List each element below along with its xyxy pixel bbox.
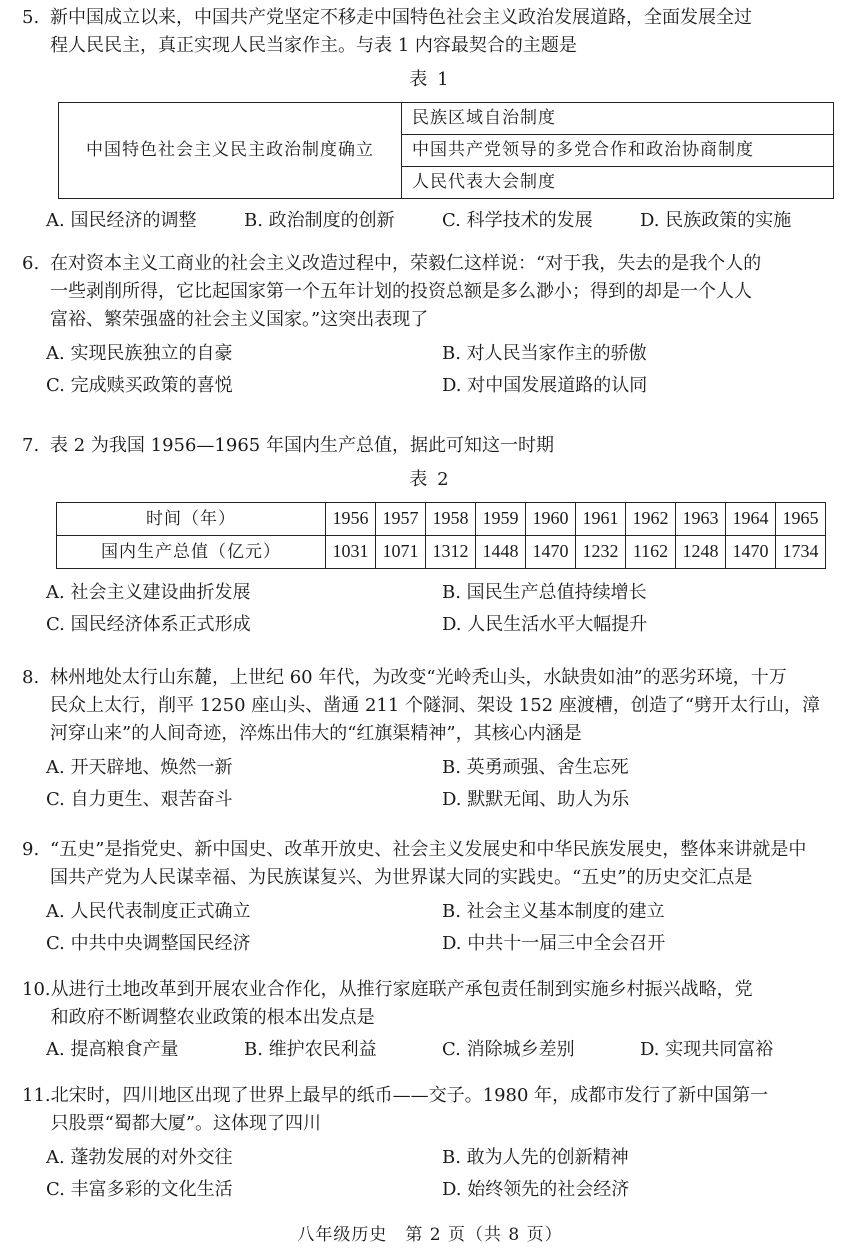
stem-line: 一些剥削所得，它比起国家第一个五年计划的投资总额是多么渺小；得到的却是一个人人 (50, 280, 752, 302)
question-7-stem (22, 432, 838, 460)
stem-line: 程人民民主，真正实现人民当家作主。与表 1 内容最契合的主题是 (50, 34, 577, 56)
question-11-stem (22, 1082, 838, 1138)
stem-line: 河穿山来”的人间奇迹，淬炼出伟大的“红旗渠精神”，其核心内涵是 (50, 722, 582, 744)
value-cell: 1312 (426, 535, 476, 568)
question-8-stem (22, 664, 838, 748)
table-2-row-label: 时间（年） (57, 502, 326, 535)
value-cell: 1162 (626, 535, 676, 568)
question-number: 11. (22, 1085, 51, 1106)
stem-line: 民众上太行，削平 1250 座山头、凿通 211 个隧洞、架设 152 座渡槽，创造了“劈开太行山，漳 (50, 694, 821, 716)
option-c: C. 中共中央调整国民经济 (46, 932, 251, 954)
option-b: B. 英勇顽强、舍生忘死 (442, 756, 629, 778)
option-c: C. 自力更生、艰苦奋斗 (46, 788, 233, 810)
option-b: B. 对人民当家作主的骄傲 (442, 342, 647, 364)
option-a: A. 人民代表制度正式确立 (46, 900, 251, 922)
stem-line: “五史”是指党史、新中国史、改革开放史、社会主义发展史和中华民族发展史，整体来讲就是中 (50, 839, 807, 860)
stem-line: 国共产党为人民谋幸福、为民族谋复兴、为世界谋大同的实践史。“五史”的历史交汇点是 (50, 866, 753, 888)
value-cell: 1470 (526, 535, 576, 568)
table-1-row: 中国共产党领导的多党合作和政治协商制度 (402, 134, 834, 166)
question-9-stem (22, 836, 838, 892)
option-c: C. 科学技术的发展 (442, 209, 593, 231)
option-b: B. 政治制度的创新 (244, 209, 395, 231)
option-c: C. 消除城乡差别 (442, 1038, 575, 1060)
option-b: B. 国民生产总值持续增长 (442, 581, 647, 603)
question-5-stem (22, 4, 838, 60)
question-number: 6. (22, 253, 40, 274)
option-a: A. 社会主义建设曲折发展 (46, 581, 251, 603)
question-11-options (22, 1142, 838, 1206)
option-a: A. 国民经济的调整 (46, 209, 197, 231)
question-number: 8. (22, 667, 40, 688)
question-8-options (22, 752, 838, 816)
stem-line: 富裕、繁荣强盛的社会主义国家。”这突出表现了 (50, 308, 429, 330)
stem-line: 在对资本主义工商业的社会主义改造过程中，荣毅仁这样说：“对于我，失去的是我个人的 (50, 253, 762, 274)
table-2-year-row (57, 502, 826, 535)
value-cell: 1470 (726, 535, 776, 568)
year-cell: 1957 (376, 502, 426, 535)
question-5-options (22, 207, 838, 235)
option-b: B. 社会主义基本制度的建立 (442, 900, 665, 922)
year-cell: 1958 (426, 502, 476, 535)
question-10-options (22, 1036, 838, 1064)
option-a: A. 实现民族独立的自豪 (46, 342, 233, 364)
question-10-stem (22, 976, 838, 1032)
option-b: B. 敢为人先的创新精神 (442, 1146, 629, 1168)
question-7-options (22, 577, 838, 641)
option-d: D. 默默无闻、助人为乐 (442, 788, 630, 810)
question-number: 10. (22, 979, 51, 1000)
question-6 (22, 250, 838, 401)
question-6-stem (22, 250, 838, 334)
question-7 (22, 432, 838, 641)
year-cell: 1959 (476, 502, 526, 535)
value-cell: 1248 (676, 535, 726, 568)
year-cell: 1961 (576, 502, 626, 535)
option-c: C. 国民经济体系正式形成 (46, 613, 251, 635)
year-cell: 1962 (626, 502, 676, 535)
option-c: C. 完成赎买政策的喜悦 (46, 374, 233, 396)
question-9-options (22, 896, 838, 960)
stem-line: 只股票“蜀都大厦”。这体现了四川 (50, 1112, 322, 1134)
question-5 (22, 4, 838, 235)
option-b: B. 维护农民利益 (244, 1038, 377, 1060)
option-d: D. 中共十一届三中全会召开 (442, 932, 666, 954)
stem-line: 林州地处太行山东麓，上世纪 60 年代，为改变“光岭秃山头，水缺贵如油”的恶劣环境，十万 (50, 667, 787, 688)
value-cell: 1031 (326, 535, 376, 568)
question-number: 7. (22, 435, 40, 456)
option-a: A. 蓬勃发展的对外交往 (46, 1146, 233, 1168)
table-2-row-label: 国内生产总值（亿元） (57, 535, 326, 568)
table-2-value-row (57, 535, 826, 568)
page-footer: 八年级历史 第 2 页（共 8 页） (297, 1225, 563, 1245)
question-10 (22, 976, 838, 1064)
question-11 (22, 1082, 838, 1206)
question-6-options (22, 338, 838, 402)
option-d: D. 实现共同富裕 (640, 1038, 774, 1060)
option-c: C. 丰富多彩的文化生活 (46, 1178, 233, 1200)
question-number: 9. (22, 839, 40, 860)
option-d: D. 始终领先的社会经济 (442, 1178, 630, 1200)
stem-line: 新中国成立以来，中国共产党坚定不移走中国特色社会主义政治发展道路，全面发展全过 (50, 7, 752, 28)
table-1 (58, 102, 834, 199)
table-1-caption: 表 1 (409, 68, 451, 90)
year-cell: 1963 (676, 502, 726, 535)
value-cell: 1734 (776, 535, 826, 568)
year-cell: 1964 (726, 502, 776, 535)
table-2-caption: 表 2 (409, 468, 451, 490)
option-d: D. 对中国发展道路的认同 (442, 374, 648, 396)
question-8 (22, 664, 838, 815)
stem-line: 从进行土地改革到开展农业合作化，从推行家庭联产承包责任制到实施乡村振兴战略，党 (50, 979, 753, 1000)
stem-line: 表 2 为我国 1956—1965 年国内生产总值，据此可知这一时期 (50, 435, 554, 456)
value-cell: 1448 (476, 535, 526, 568)
stem-line: 北宋时，四川地区出现了世界上最早的纸币——交子。1980 年，成都市发行了新中国第一 (50, 1085, 769, 1106)
option-a: A. 开天辟地、焕然一新 (46, 756, 233, 778)
table-1-row: 民族区域自治制度 (402, 102, 834, 134)
table-2 (56, 502, 826, 569)
question-number: 5. (22, 7, 40, 28)
year-cell: 1965 (776, 502, 826, 535)
stem-line: 和政府不断调整农业政策的根本出发点是 (50, 1006, 375, 1028)
value-cell: 1071 (376, 535, 426, 568)
option-d: D. 民族政策的实施 (640, 209, 792, 231)
option-a: A. 提高粮食产量 (46, 1038, 179, 1060)
year-cell: 1956 (326, 502, 376, 535)
value-cell: 1232 (576, 535, 626, 568)
table-1-row: 人民代表大会制度 (402, 166, 834, 198)
option-d: D. 人民生活水平大幅提升 (442, 613, 648, 635)
year-cell: 1960 (526, 502, 576, 535)
question-9 (22, 836, 838, 960)
table-1-left-cell: 中国特色社会主义民主政治制度确立 (59, 102, 402, 198)
